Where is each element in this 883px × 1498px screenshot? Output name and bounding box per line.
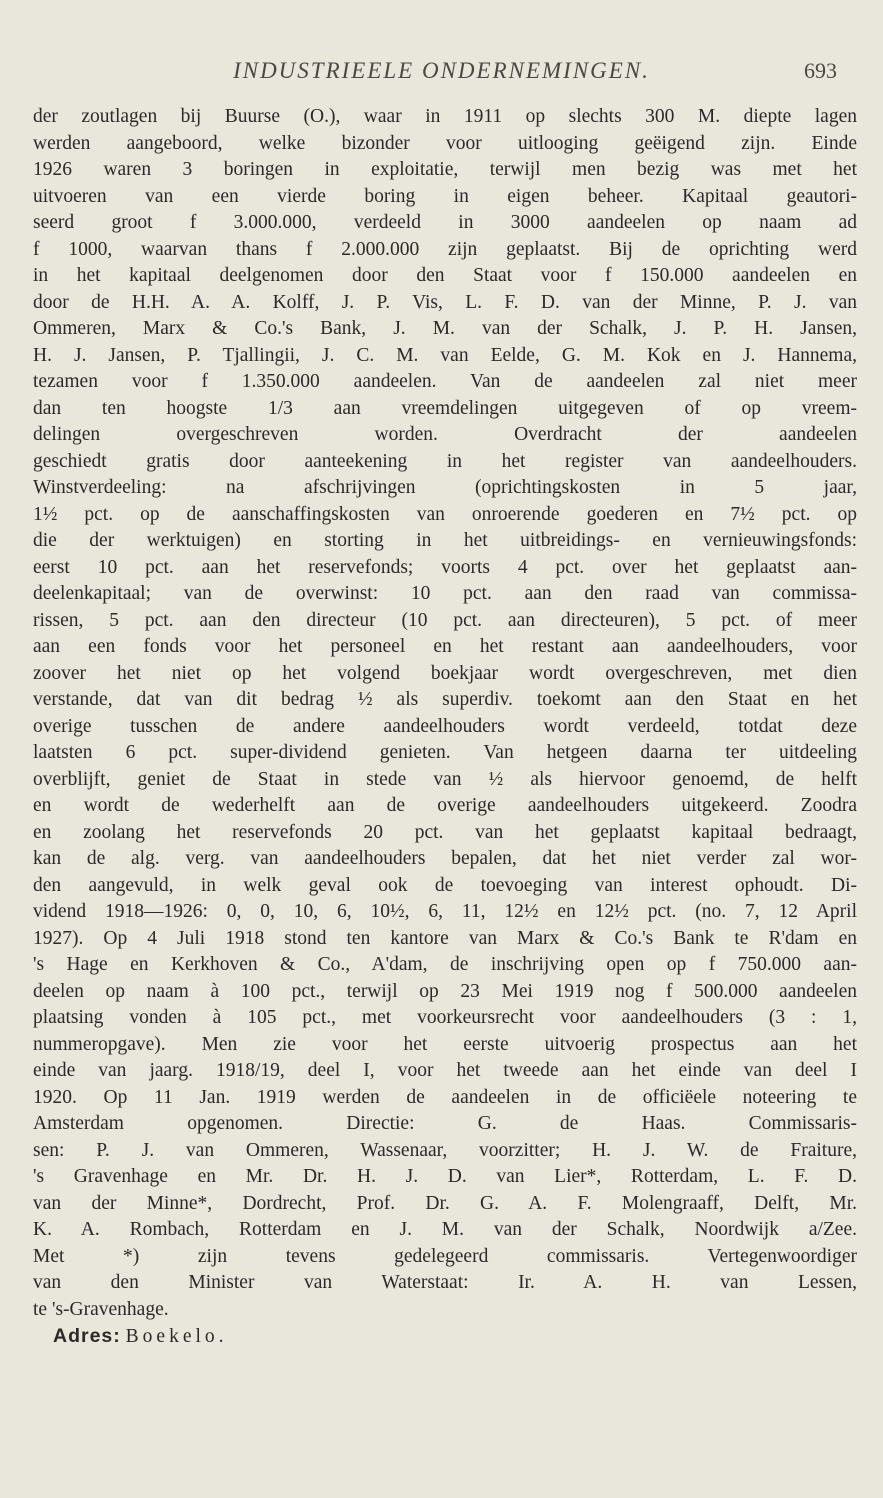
text-line: 1½ pct. op de aanschaffingskosten van onroerende goederen en 7½ pct. op [33,503,857,525]
text-line: laatsten 6 pct. super-dividend genieten. Van hetgeen daarna ter uitdeeling [33,742,857,763]
text-line: den aangevuld, in welk geval ook de toevoeging van interest ophoudt. Di- [33,874,857,896]
text-line: Winstverdeeling: na afschrijvingen (oprichtingskosten in 5 jaar, [33,477,857,498]
address-line [33,1323,857,1350]
text-line: plaatsing vonden à 105 pct., met voorkeursrecht voor aandeelhouders (3 : 1, [33,1007,857,1028]
running-title: INDUSTRIEELE ONDERNEMINGEN. [233,58,650,83]
address-label: Adres: [53,1325,121,1347]
text-line: 1927). Op 4 Juli 1918 stond ten kantore van Marx & Co.'s Bank te R'dam en [33,927,857,949]
text-line: tezamen voor f 1.350.000 aandeelen. Van de aandeelen zal niet meer [33,371,857,392]
text-line: delingen overgeschreven worden. Overdracht der aandeelen [33,424,857,445]
text-line: K. A. Rombach, Rotterdam en J. M. van der Schalk, Noordwijk a/Zee. [33,1219,857,1240]
text-line: sen: P. J. van Ommeren, Wassenaar, voorzitter; H. J. W. de Fraiture, [33,1139,857,1161]
text-line: rissen, 5 pct. aan den directeur (10 pct. aan directeuren), 5 pct. of meer [33,609,857,631]
text-line: kan de alg. verg. van aandeelhouders bepalen, dat het niet verder zal wor- [33,848,857,869]
text-line: H. J. Jansen, P. Tjallingii, J. C. M. van Eelde, G. M. Kok en J. Hannema, [33,344,857,366]
text-line: nummeropgave). Men zie voor het eerste uitvoerig prospectus aan het [33,1033,857,1055]
text-line: seerd groot f 3.000.000, verdeeld in 3000 aandeelen op naam ad [33,212,857,233]
text-line: Met *) zijn tevens gedelegeerd commissaris. Vertegenwoordiger [33,1245,857,1267]
text-line: 's Hage en Kerkhoven & Co., A'dam, de inschrijving open op f 750.000 aan- [33,954,857,975]
text-line: dan ten hoogste 1/3 aan vreemdelingen uitgegeven of op vreem- [33,397,857,419]
text-line: geschiedt gratis door aanteekening in het register van aandeelhouders. [33,450,857,472]
text-line: door de H.H. A. A. Kolff, J. P. Vis, L. F. D. van der Minne, P. J. van [33,291,857,313]
text-line: Amsterdam opgenomen. Directie: G. de Haas. Commissaris- [33,1113,857,1134]
text-line: te 's-Gravenhage. [33,1298,169,1320]
text-line: van den Minister van Waterstaat: Ir. A. H. van Lessen, [33,1272,857,1293]
address-value: Boekelo. [125,1326,228,1347]
text-line: f 1000, waarvan thans f 2.000.000 zijn geplaatst. Bij de oprichting werd [33,238,857,260]
text-line: aan een fonds voor het personeel en het restant aan aandeelhouders, voor [33,636,857,657]
text-line: zoover het niet op het volgend boekjaar wordt overgeschreven, met dien [33,662,857,684]
text-line: eerst 10 pct. aan het reservefonds; voorts 4 pct. over het geplaatst aan- [33,556,857,578]
text-line: van der Minne*, Dordrecht, Prof. Dr. G. A. F. Molengraaff, Delft, Mr. [33,1192,857,1214]
text-line: der zoutlagen bij Buurse (O.), waar in 1911 op slechts 300 M. diepte lagen [33,106,857,127]
text-line: deelenkapitaal; van de overwinst: 10 pct. aan den raad van commissa- [33,583,857,604]
text-line: overige tusschen de andere aandeelhouders wordt verdeeld, totdat deze [33,715,857,737]
text-line: die der werktuigen) en storting in het uitbreidings- en vernieuwingsfonds: [33,530,857,551]
text-line: deelen op naam à 100 pct., terwijl op 23 Mei 1919 nog f 500.000 aandeelen [33,980,857,1002]
body-text [33,104,857,1350]
text-line: Ommeren, Marx & Co.'s Bank, J. M. van der Schalk, J. P. H. Jansen, [33,318,857,339]
text-line: overblijft, geniet de Staat in stede van ½ als hiervoor genoemd, de helft [33,768,857,790]
text-line: verstande, dat van dit bedrag ½ als superdiv. toekomt aan den Staat en het [33,689,857,710]
text-line: vidend 1918—1926: 0, 0, 10, 6, 10½, 6, 11, 12½ en 12½ pct. (no. 7, 12 April [33,901,857,922]
page-header [34,40,849,100]
page-number: 693 [804,58,837,83]
text-line: 's Gravenhage en Mr. Dr. H. J. D. van Lier*, Rotterdam, L. F. D. [33,1166,857,1187]
text-line: uitvoeren van een vierde boring in eigen beheer. Kapitaal geautori- [33,185,857,207]
text-line: werden aangeboord, welke bizonder voor uitlooging geëigend zijn. Einde [33,132,857,154]
text-line: 1920. Op 11 Jan. 1919 werden de aandeelen in de officiëele noteering te [33,1086,857,1108]
text-line: einde van jaarg. 1918/19, deel I, voor het tweede aan het einde van deel I [33,1060,857,1081]
text-line: en zoolang het reservefonds 20 pct. van het geplaatst kapitaal bedraagt, [33,821,857,843]
text-line: in het kapitaal deelgenomen door den Staat voor f 150.000 aandeelen en [33,265,857,286]
text-line: 1926 waren 3 boringen in exploitatie, terwijl men bezig was met het [33,159,857,180]
text-line: en wordt de wederhelft aan de overige aandeelhouders uitgekeerd. Zoodra [33,795,857,816]
